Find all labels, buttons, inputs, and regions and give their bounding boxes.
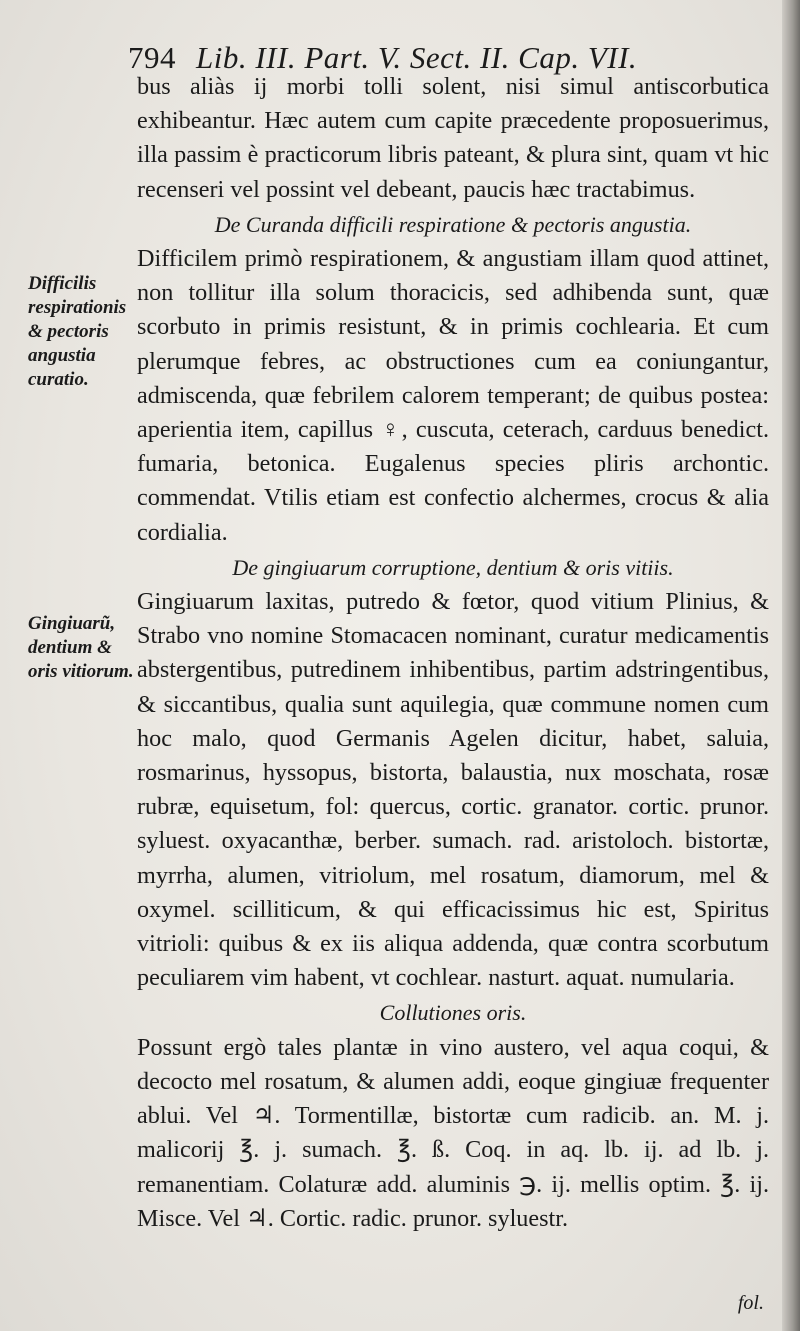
margin-note-respiration: Difficilis respirationis & pectoris angustia curatio. xyxy=(28,273,127,390)
paragraph-3: Gingiuarum laxitas, putredo & fœtor, quod vitium Plinius, & Strabo vno nomine Stomacacen nominant, curatur medicamentis abstergentibus, putredinem inhibentibus, partim adstringentibus, & siccantibus, qualia sunt aquilegia, quæ commune nomen cum hoc malo, quod Germanis Agelen dicitur, habet, saluia, rosmarinus, hyssopus, bistorta, balaustia, nux moschata, rosæ rubræ, equisetum, fol: quercus, cortic. granator. cortic. prunor. syluest. oxyacanthæ, berber. sumach. rad. aristoloch. bistortæ, myrrha, alumen, vitriolum, mel rosatum, diamorum, mel & oxymel. scilliticum, & qui efficacissimus hic est, Spiritus vitrioli: quibus & ex iis aliqua addenda, quæ contra scorbutum peculiarem vim habent, vt cochlear. nasturt. aquat. numularia. xyxy=(137,588,769,992)
section-heading-mouthwash: Collutiones oris. xyxy=(379,1000,527,1026)
section-heading-gums: De gingiuarum corruptione, dentium & oris vitiis. xyxy=(232,554,674,580)
running-title: Lib. III. Part. V. Sect. II. Cap. VII. xyxy=(196,40,638,75)
paragraph-2: Difficilem primò respirationem, & angustiam illam quod attinet, non tollitur illa solum thoracicis, sed adhibenda sunt, quæ scorbuto in primis resistunt, & in primis cochlearia. Et cum plerumque febres, ac obstructiones cum ea coniungantur, admiscenda, quæ febrilem calorem temperant; de quibus postea: aperientia item, capillus ♀, cuscuta, ceterach, carduus benedict. fumaria, betonica. Eugalenus species pliris archontic. commendat. Vtilis etiam est confectio alchermes, crocus & alia cordialia. xyxy=(137,245,769,546)
section-heading-respiration: De Curanda difficili respiratione & pectoris angustia. xyxy=(214,211,692,237)
catchword: fol. xyxy=(737,1292,764,1314)
paragraph-1: bus aliàs ij morbi tolli solent, nisi simul antiscorbutica exhibeantur. Hæc autem cum capite præcedente proposuerimus, illa passim è practicorum libris pateant, & plura sint, quam vt hic recenseri vel possint vel debeant, paucis hæc tractabimus. xyxy=(137,73,769,203)
page-binding-edge xyxy=(782,0,800,1331)
main-text xyxy=(137,70,769,1236)
paragraph-4: Possunt ergò tales plantæ in vino austero, vel aqua coqui, & decocto mel rosatum, & alumen addi, eoque gingiuæ frequenter ablui. Vel ♃. Tormentillæ, bistortæ cum radicib. an. M. j. malicorij ℥. j. sumach. ℥. ß. Coq. in aq. lb. ij. ad lb. j. remanentiam. Colaturæ add. aluminis ℈. ij. mellis optim. ℥. ij. Misce. Vel ♃. Cortic. radic. prunor. syluestr. xyxy=(137,1033,769,1232)
margin-note-gums: Gingiuarũ, dentium & oris vitiorum. xyxy=(28,613,134,682)
page-number: 794 xyxy=(128,40,176,75)
